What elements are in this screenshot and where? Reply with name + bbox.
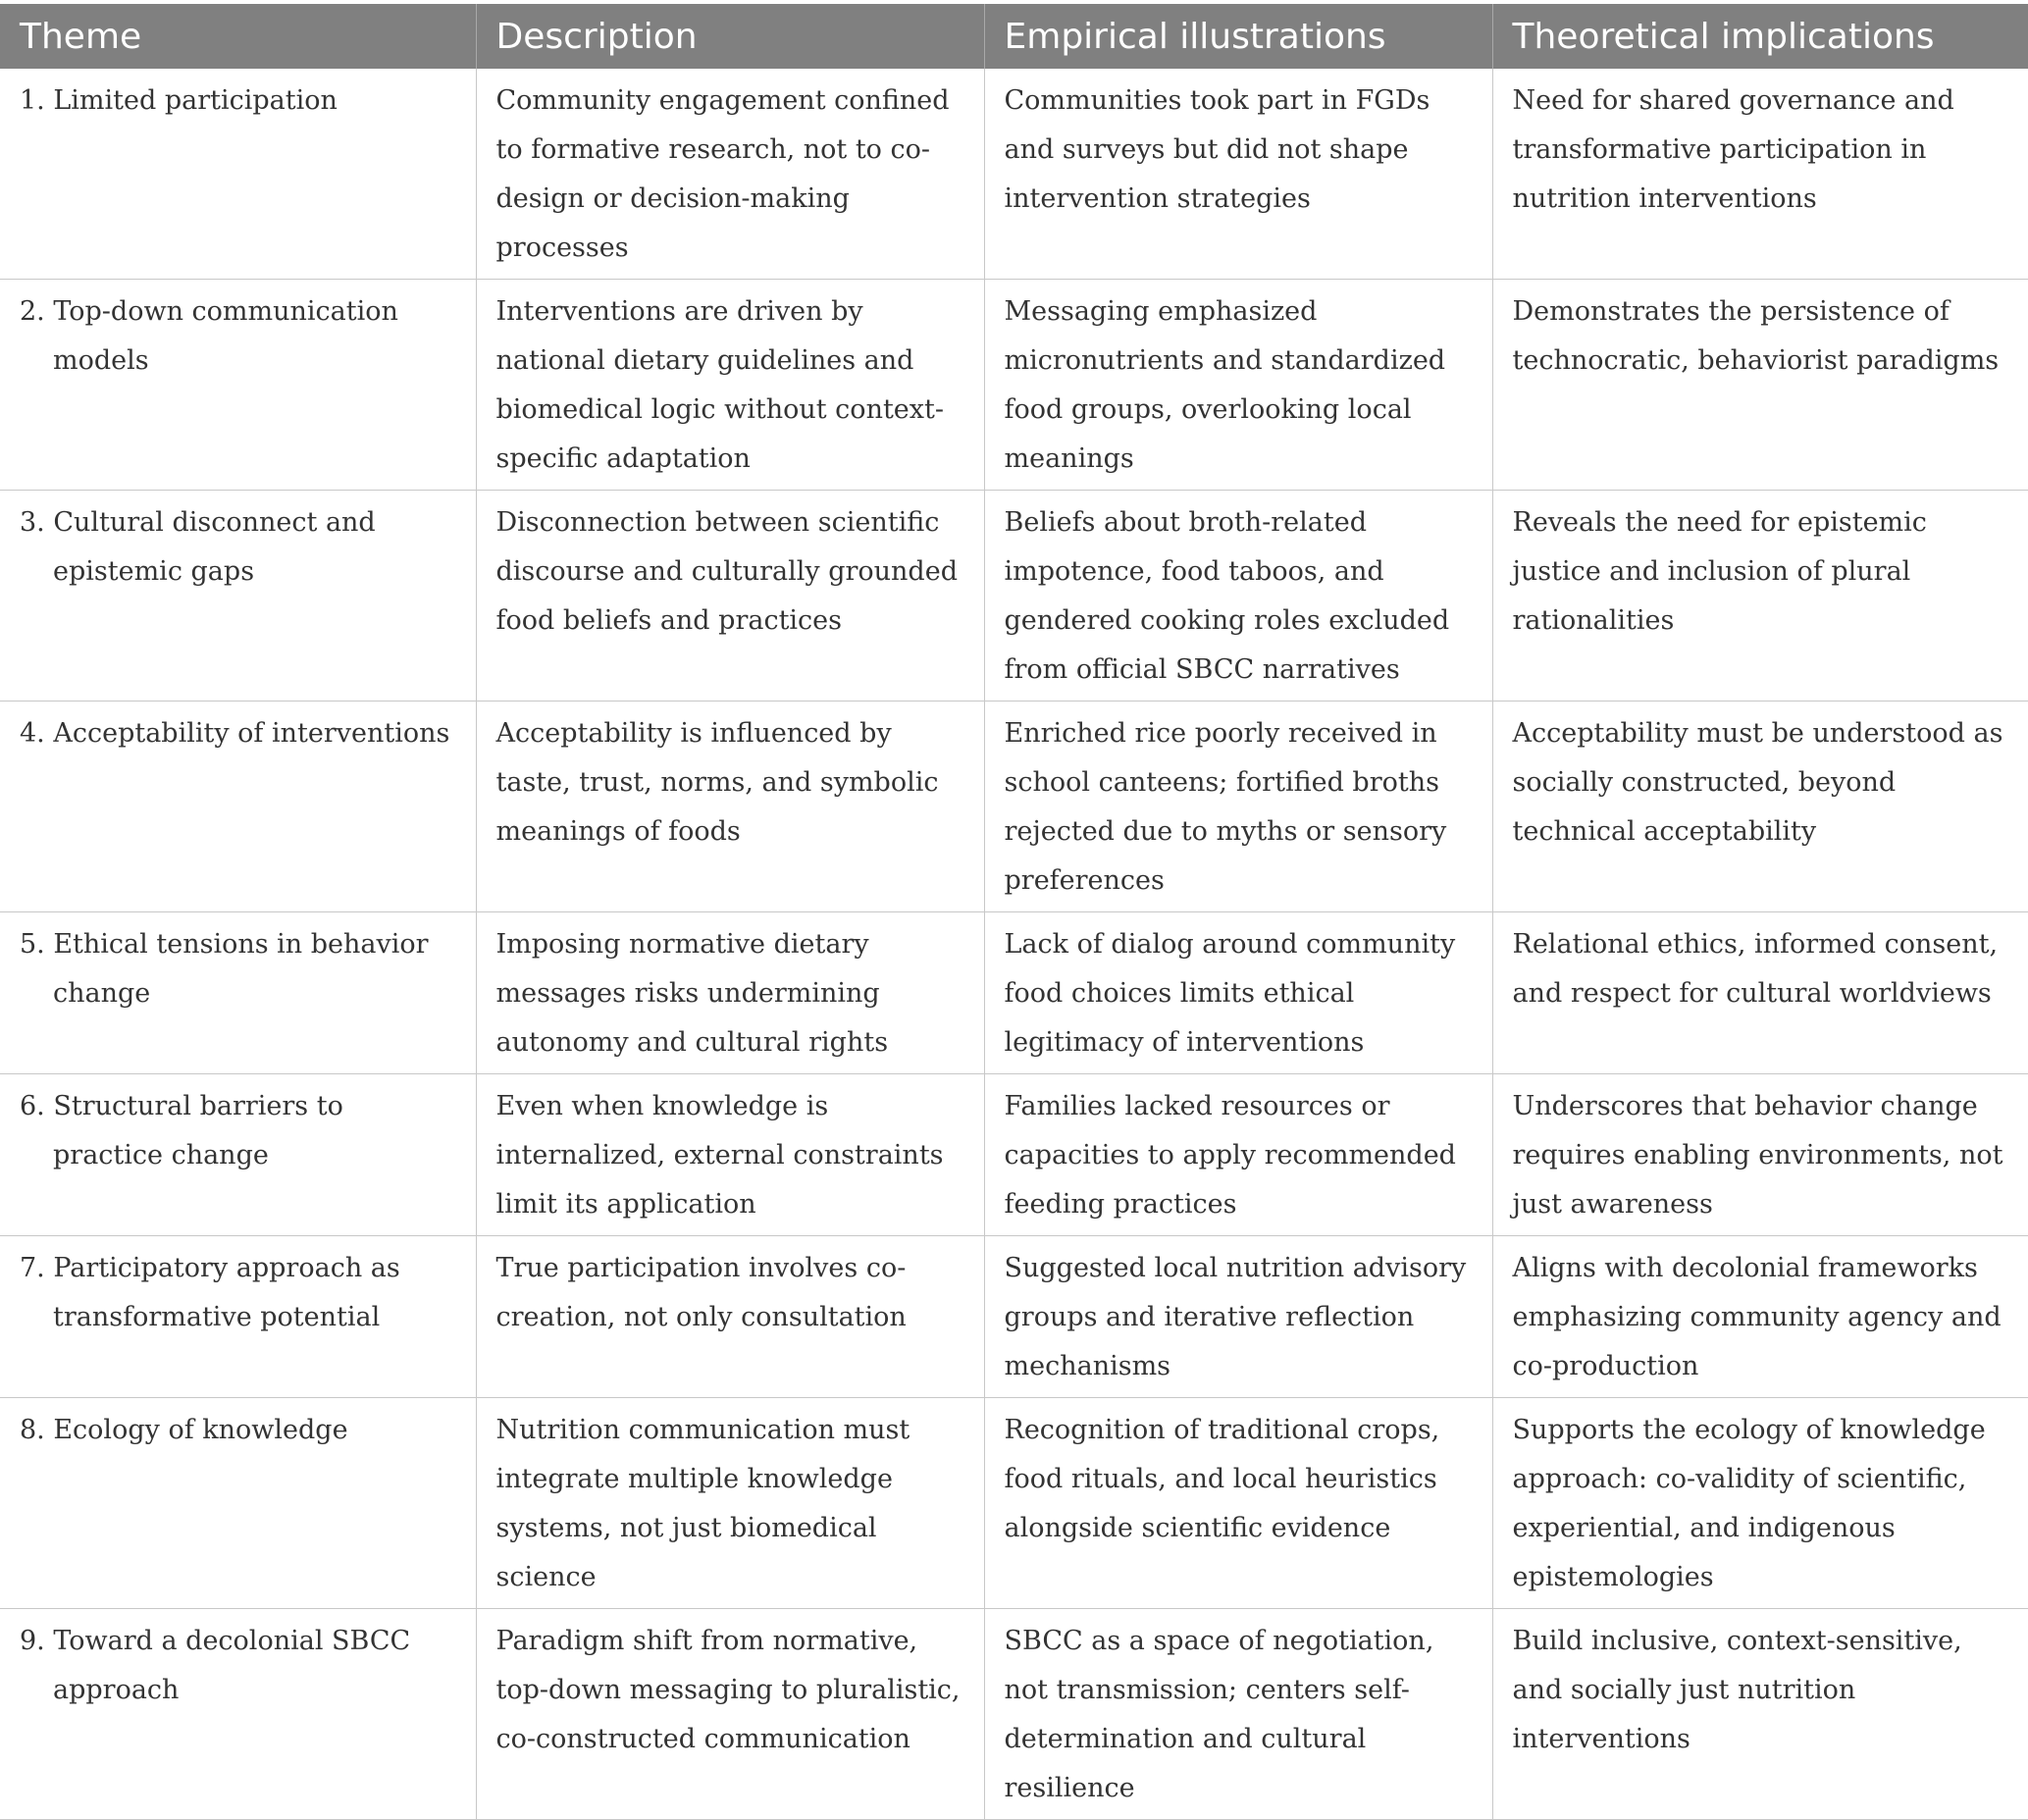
themes-table-container <box>0 4 2028 1820</box>
header-empirical-illustrations: Empirical illustrations <box>984 4 1492 69</box>
table-header <box>0 4 2028 69</box>
description-cell: Even when knowledge is internalized, external constraints limit its application <box>476 1074 984 1236</box>
theme-cell: 7. Participatory approach as transformative potential <box>0 1236 476 1398</box>
header-description: Description <box>476 4 984 69</box>
table-row <box>0 280 2028 491</box>
table-row <box>0 1074 2028 1236</box>
table-row <box>0 702 2028 912</box>
empirical-cell: Suggested local nutrition advisory groups and iterative reflection mechanisms <box>984 1236 1492 1398</box>
header-row <box>0 4 2028 69</box>
themes-table <box>0 4 2028 1820</box>
theme-cell: 5. Ethical tensions in behavior change <box>0 912 476 1074</box>
theoretical-cell: Build inclusive, context-sensitive, and socially just nutrition interventions <box>1492 1609 2028 1820</box>
theme-cell: 1. Limited participation <box>0 69 476 280</box>
table-body <box>0 69 2028 1820</box>
description-cell: Interventions are driven by national dietary guidelines and biomedical logic without context-specific adaptation <box>476 280 984 491</box>
theoretical-cell: Reveals the need for epistemic justice and inclusion of plural rationalities <box>1492 491 2028 702</box>
description-cell: Acceptability is influenced by taste, trust, norms, and symbolic meanings of foods <box>476 702 984 912</box>
description-cell: Nutrition communication must integrate multiple knowledge systems, not just biomedical science <box>476 1398 984 1609</box>
theme-cell: 2. Top-down communication models <box>0 280 476 491</box>
header-theoretical-implications: Theoretical implications <box>1492 4 2028 69</box>
description-cell: True participation involves co-creation, not only consultation <box>476 1236 984 1398</box>
theoretical-cell: Aligns with decolonial frameworks emphasizing community agency and co-production <box>1492 1236 2028 1398</box>
theoretical-cell: Supports the ecology of knowledge approach: co-validity of scientific, experiential, and indigenous epistemologies <box>1492 1398 2028 1609</box>
theoretical-cell: Acceptability must be understood as socially constructed, beyond technical acceptability <box>1492 702 2028 912</box>
description-cell: Imposing normative dietary messages risks undermining autonomy and cultural rights <box>476 912 984 1074</box>
table-row <box>0 1609 2028 1820</box>
theoretical-cell: Underscores that behavior change requires enabling environments, not just awareness <box>1492 1074 2028 1236</box>
empirical-cell: Communities took part in FGDs and surveys but did not shape intervention strategies <box>984 69 1492 280</box>
description-cell: Paradigm shift from normative, top-down messaging to pluralistic, co-constructed communication <box>476 1609 984 1820</box>
empirical-cell: Families lacked resources or capacities to apply recommended feeding practices <box>984 1074 1492 1236</box>
empirical-cell: Messaging emphasized micronutrients and standardized food groups, overlooking local meanings <box>984 280 1492 491</box>
table-row <box>0 1236 2028 1398</box>
theoretical-cell: Need for shared governance and transformative participation in nutrition interventions <box>1492 69 2028 280</box>
table-row <box>0 69 2028 280</box>
empirical-cell: Recognition of traditional crops, food rituals, and local heuristics alongside scientific evidence <box>984 1398 1492 1609</box>
theoretical-cell: Relational ethics, informed consent, and respect for cultural worldviews <box>1492 912 2028 1074</box>
theme-cell: 4. Acceptability of interventions <box>0 702 476 912</box>
theoretical-cell: Demonstrates the persistence of technocratic, behaviorist paradigms <box>1492 280 2028 491</box>
table-row <box>0 1398 2028 1609</box>
empirical-cell: Lack of dialog around community food choices limits ethical legitimacy of interventions <box>984 912 1492 1074</box>
theme-cell: 3. Cultural disconnect and epistemic gaps <box>0 491 476 702</box>
empirical-cell: Enriched rice poorly received in school canteens; fortified broths rejected due to myths or sensory preferences <box>984 702 1492 912</box>
theme-cell: 6. Structural barriers to practice change <box>0 1074 476 1236</box>
theme-cell: 9. Toward a decolonial SBCC approach <box>0 1609 476 1820</box>
description-cell: Disconnection between scientific discourse and culturally grounded food beliefs and practices <box>476 491 984 702</box>
table-row <box>0 491 2028 702</box>
theme-cell: 8. Ecology of knowledge <box>0 1398 476 1609</box>
empirical-cell: SBCC as a space of negotiation, not transmission; centers self-determination and cultural resilience <box>984 1609 1492 1820</box>
header-theme: Theme <box>0 4 476 69</box>
table-row <box>0 912 2028 1074</box>
empirical-cell: Beliefs about broth-related impotence, food taboos, and gendered cooking roles excluded from official SBCC narratives <box>984 491 1492 702</box>
description-cell: Community engagement confined to formative research, not to co-design or decision-making processes <box>476 69 984 280</box>
